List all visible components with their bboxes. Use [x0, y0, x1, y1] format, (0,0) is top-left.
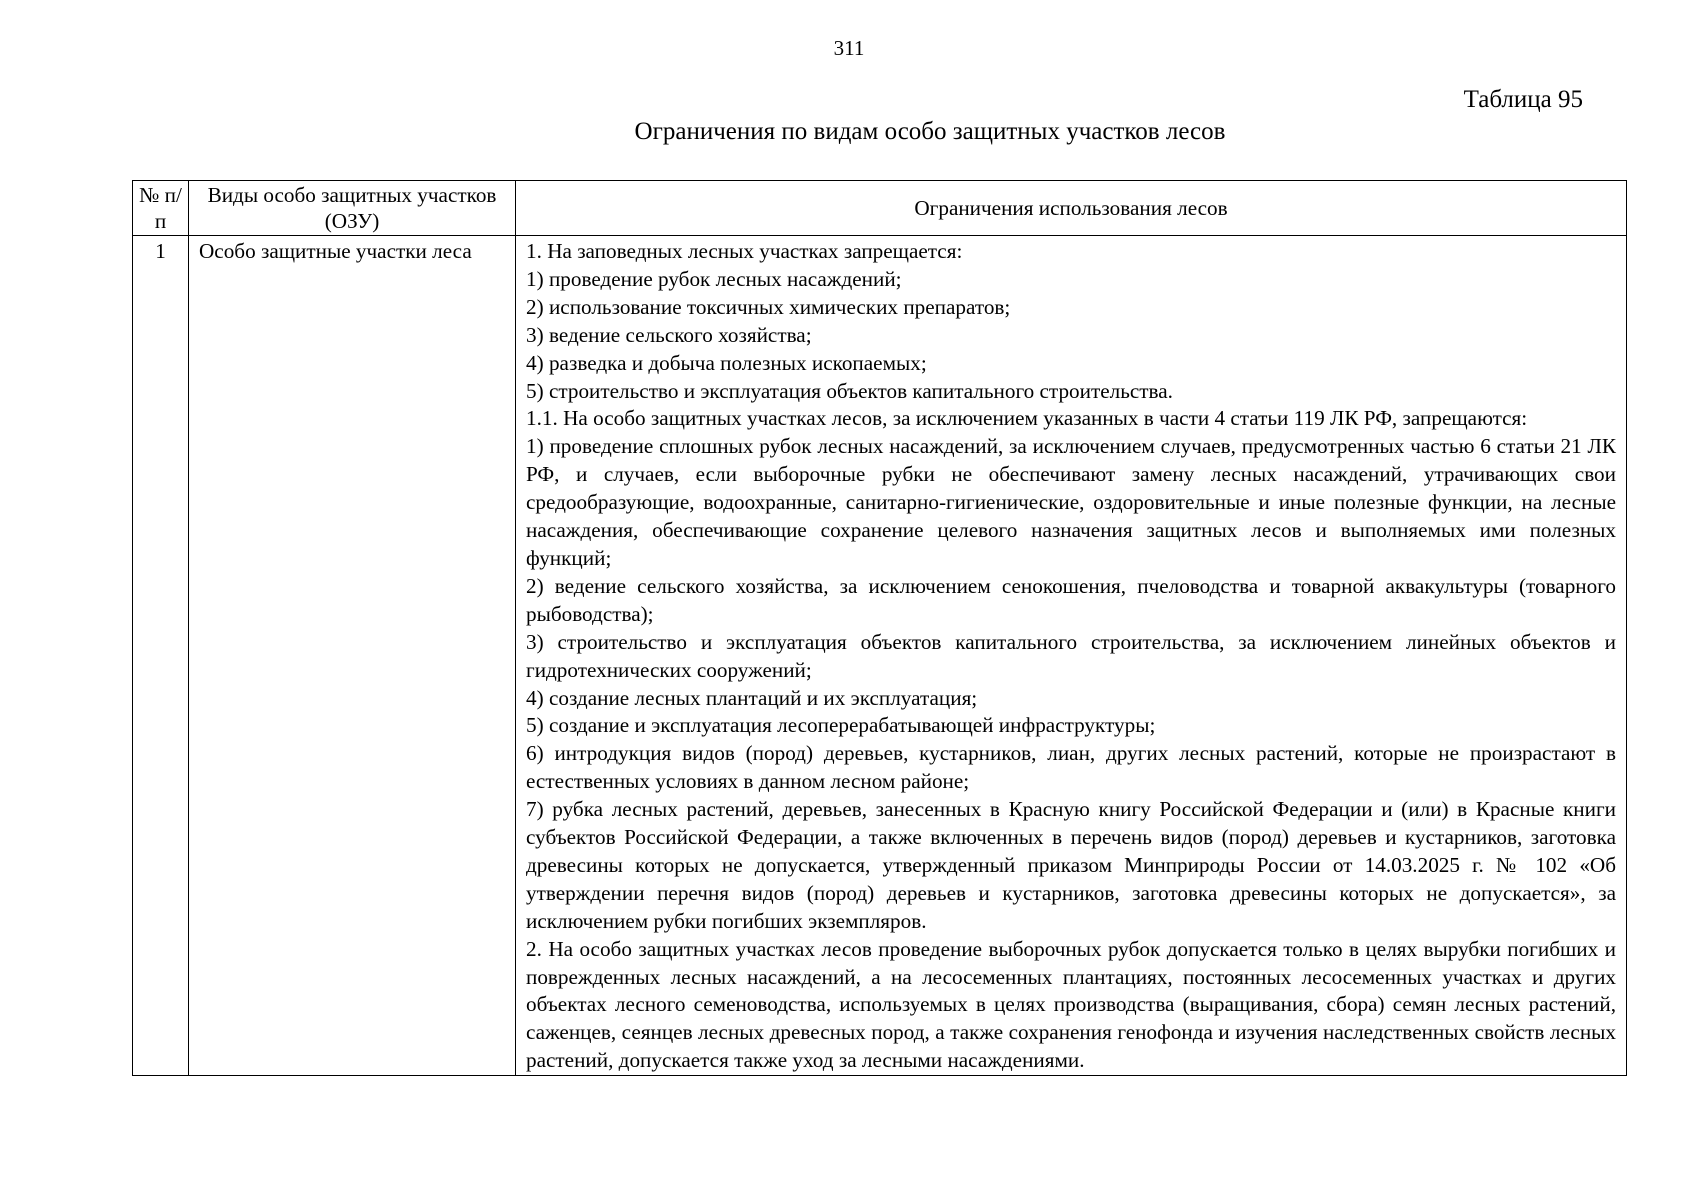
restriction-paragraph: 2) использование токсичных химических препаратов;: [526, 294, 1011, 319]
restriction-paragraph: 2) ведение сельского хозяйства, за исключением сенокошения, пчеловодства и товарной аквакультуры (товарного рыбоводства);: [526, 573, 1616, 626]
restriction-paragraph: 3) строительство и эксплуатация объектов капитального строительства, за исключением линейных объектов и гидротехнических сооружений;: [526, 629, 1616, 682]
table-row: [133, 236, 1627, 1076]
restriction-paragraph: 6) интродукция видов (пород) деревьев, кустарников, лиан, других лесных растений, которые не произрастают в естественных условиях в данном лесном районе;: [526, 741, 1616, 794]
header-restrictions: Ограничения использования лесов: [516, 181, 1627, 236]
restriction-paragraph: 1. На заповедных лесных участках запрещается:: [526, 239, 963, 263]
table-label: Таблица 95: [1463, 86, 1583, 113]
restriction-paragraph: 2. На особо защитных участках лесов проведение выборочных рубок допускается только в целях вырубки погибших и поврежденных лесных насаждений, а на лесосеменных плантациях, постоянных лесосеменных участках и других объектах лесного семеноводства, используемых в целях производства (выращивания, сбора) семян лесных растений, саженцев, сеянцев лесных древесных пород, а также сохранения генофонда и изучения наследственных свойств лесных растений, допускается также уход за лесными насаждениями.: [526, 936, 1616, 1073]
restriction-paragraph: 4) разведка и добыча полезных ископаемых;: [526, 350, 927, 375]
restriction-paragraph: 5) строительство и эксплуатация объектов капитального строительства.: [526, 378, 1173, 403]
row-num: 1: [133, 236, 189, 1076]
restriction-paragraph: 3) ведение сельского хозяйства;: [526, 322, 812, 347]
restriction-paragraph: 1.1. На особо защитных участках лесов, за исключением указанных в части 4 статьи 119 ЛК РФ, запрещаются:: [526, 406, 1528, 431]
page-number: 311: [833, 36, 865, 60]
table-title: Ограничения по видам особо защитных участков лесов: [634, 118, 1226, 145]
restriction-paragraph: 5) создание и эксплуатация лесоперерабатывающей инфраструктуры;: [526, 713, 1156, 738]
restrictions-table: [132, 180, 1627, 1076]
row-restrictions: [516, 236, 1627, 1076]
row-type: Особо защитные участки леса: [189, 236, 516, 1076]
restriction-paragraph: 4) создание лесных плантаций и их эксплуатация;: [526, 685, 978, 710]
header-type: Виды особо защитных участков (ОЗУ): [189, 181, 516, 236]
restriction-paragraph: 1) проведение сплошных рубок лесных насаждений, за исключением случаев, предусмотренных частью 6 статьи 21 ЛК РФ, и случаев, если выборочные рубки не обеспечивают замену лесных насаждений, утрачивающих свои средообразующие, водоохранные, санитарно-гигиенические, оздоровительные и иные полезные функции, на лесные насаждения, обеспечивающие сохранение целевого назначения защитных лесов и выполняемых ими полезных функций;: [526, 434, 1616, 570]
table-header-row: [133, 181, 1627, 236]
restriction-paragraph: 7) рубка лесных растений, деревьев, занесенных в Красную книгу Российской Федерации и (или) в Красные книги субъектов Российской Федерации, а также включенных в перечень видов (пород) деревьев и кустарников, заготовка древесины которых не допускается, утвержденный приказом Минприроды России от 14.03.2025 г. № 102 «Об утверждении перечня видов (пород) деревьев и кустарников, заготовка древесины которых не допускается», за исключением рубки погибших экземпляров.: [526, 797, 1616, 933]
restriction-paragraph: 1) проведение рубок лесных насаждений;: [526, 266, 902, 291]
header-num: № п/п: [133, 181, 189, 236]
